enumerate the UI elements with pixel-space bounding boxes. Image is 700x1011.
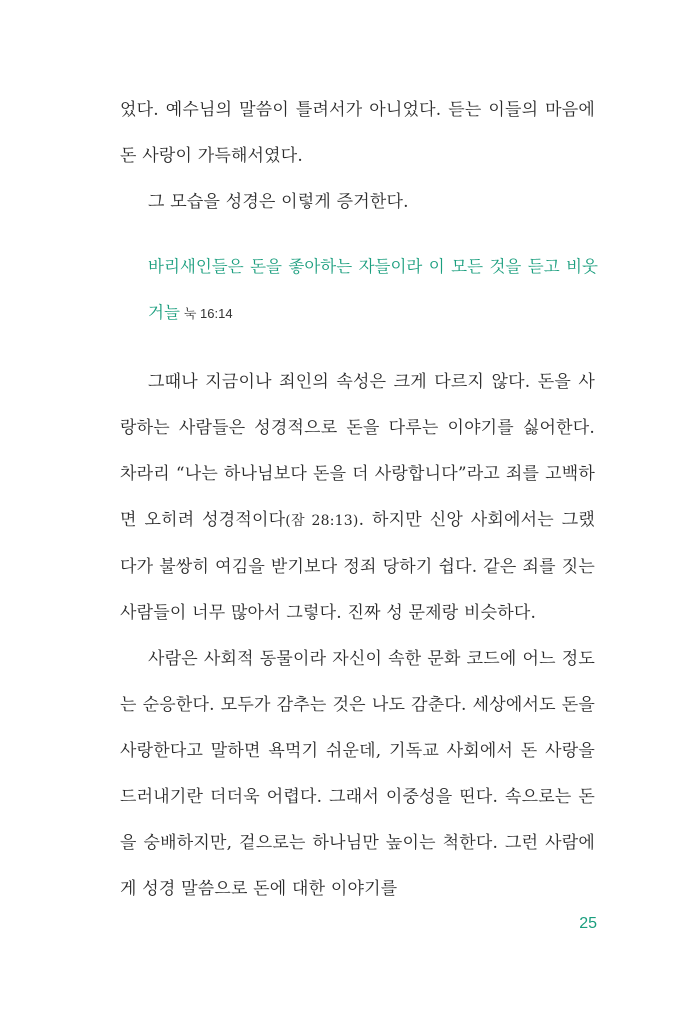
paragraph-sinful-nature — [120, 359, 595, 636]
paragraph-intro-quote: 그 모습을 성경은 이렇게 증거한다. — [148, 192, 409, 212]
paragraph-3-part1: 그때나 지금이나 죄인의 속성은 크게 다르지 않다. 돈을 사랑하는 사람들은 성경적으로 돈을 다루는 이야기를 싫어한다. 차라리 “나는 하나님보다 돈을 더 사랑합니다”라고 죄를 고백하면 오히려 성경적이다 — [120, 372, 595, 530]
page-number: 25 — [579, 915, 597, 932]
scripture-quote — [148, 244, 598, 337]
scripture-reference: 눅 16:14 — [183, 306, 233, 321]
inline-citation: (잠 28:13) — [285, 513, 359, 529]
paragraph-social-animal: 사람은 사회적 동물이라 자신이 속한 문화 코드에 어느 정도는 순응한다. 모두가 감추는 것은 나도 감춘다. 세상에서도 돈을 사랑한다고 말하면 욕먹기 쉬운데, 기독교 사회에서 돈 사랑을 드러내기란 더더욱 어렵다. 그래서 이중성을 띤다. 속으로는 돈을 숭배하지만, 겉으로는 하나님만 높이는 척한다. 그런 사람에게 성경 말씀으로 돈에 대한 이야기를 — [120, 649, 595, 899]
body-text-block — [120, 359, 595, 912]
top-text-block — [120, 87, 595, 225]
scripture-quote-text: 바리새인들은 돈을 좋아하는 자들이라 이 모든 것을 듣고 비웃거늘 — [148, 257, 598, 322]
paragraph-3-part2: . 하지만 신앙 사회에서는 그랬다가 불쌍히 여김을 받기보다 정죄 당하기 쉽다. 같은 죄를 짓는 사람들이 너무 많아서 그렇다. 진짜 성 문제랑 비슷하다. — [120, 510, 595, 623]
paragraph-continuation: 었다. 예수님의 말씀이 틀려서가 아니었다. 듣는 이들의 마음에 돈 사랑이 가득해서였다. — [120, 100, 595, 166]
